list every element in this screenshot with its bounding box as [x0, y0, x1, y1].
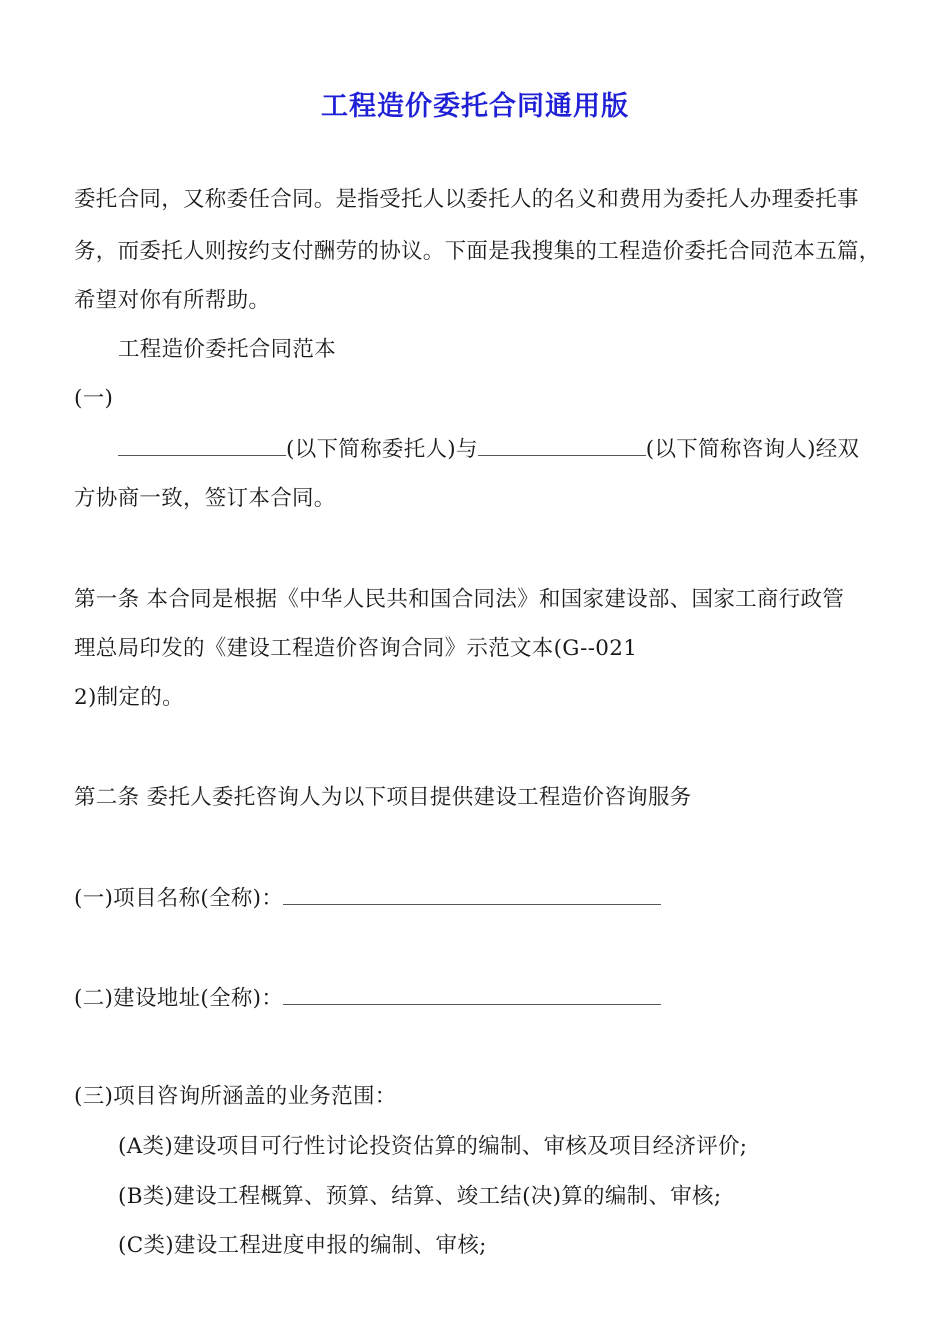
- project-name-blank[interactable]: [283, 884, 661, 905]
- address-blank[interactable]: [283, 984, 661, 1005]
- scope-item-c: (C类)建设工程进度申报的编制、审核;: [118, 1233, 487, 1258]
- article1-line-1: 第一条 本合同是根据《中华人民共和国合同法》和国家建设部、国家工商行政管: [74, 587, 845, 612]
- project-name-field: [74, 884, 661, 914]
- intro-line-2: 务，而委托人则按约支付酬劳的协议。下面是我搜集的工程造价委托合同范本五篇，: [74, 239, 881, 264]
- project-name-label: (一)项目名称(全称)：: [74, 886, 284, 911]
- intro-line-3: 希望对你有所帮助。: [74, 288, 271, 313]
- section-heading: 工程造价委托合同范本: [118, 337, 337, 362]
- article1-line-3: 2)制定的。: [74, 685, 184, 710]
- client-name-blank[interactable]: [118, 435, 286, 456]
- document-title: 工程造价委托合同通用版: [321, 91, 629, 122]
- intro-line-1: 委托合同，又称委任合同。是指受托人以委托人的名义和费用为委托人办理委托事: [74, 187, 859, 212]
- scope-item-a: (A类)建设项目可行性讨论投资估算的编制、审核及项目经济评价;: [118, 1134, 748, 1159]
- address-field: [74, 984, 661, 1014]
- address-label: (二)建设地址(全称)：: [74, 986, 284, 1011]
- scope-item-b: (B类)建设工程概算、预算、结算、竣工结(决)算的编制、审核;: [118, 1184, 722, 1209]
- parties-line-2: 方协商一致，签订本合同。: [74, 486, 336, 511]
- client-suffix: (以下简称委托人)与: [286, 437, 478, 462]
- article2-line-1: 第二条 委托人委托咨询人为以下项目提供建设工程造价咨询服务: [74, 785, 692, 810]
- parties-line-1: [118, 435, 859, 465]
- scope-label: (三)项目咨询所涵盖的业务范围：: [74, 1084, 397, 1109]
- consultant-suffix: (以下简称咨询人)经双: [645, 437, 860, 462]
- section-number: (一): [74, 386, 114, 411]
- consultant-name-blank[interactable]: [478, 435, 646, 456]
- article1-line-2: 理总局印发的《建设工程造价咨询合同》示范文本(G--021: [74, 636, 638, 661]
